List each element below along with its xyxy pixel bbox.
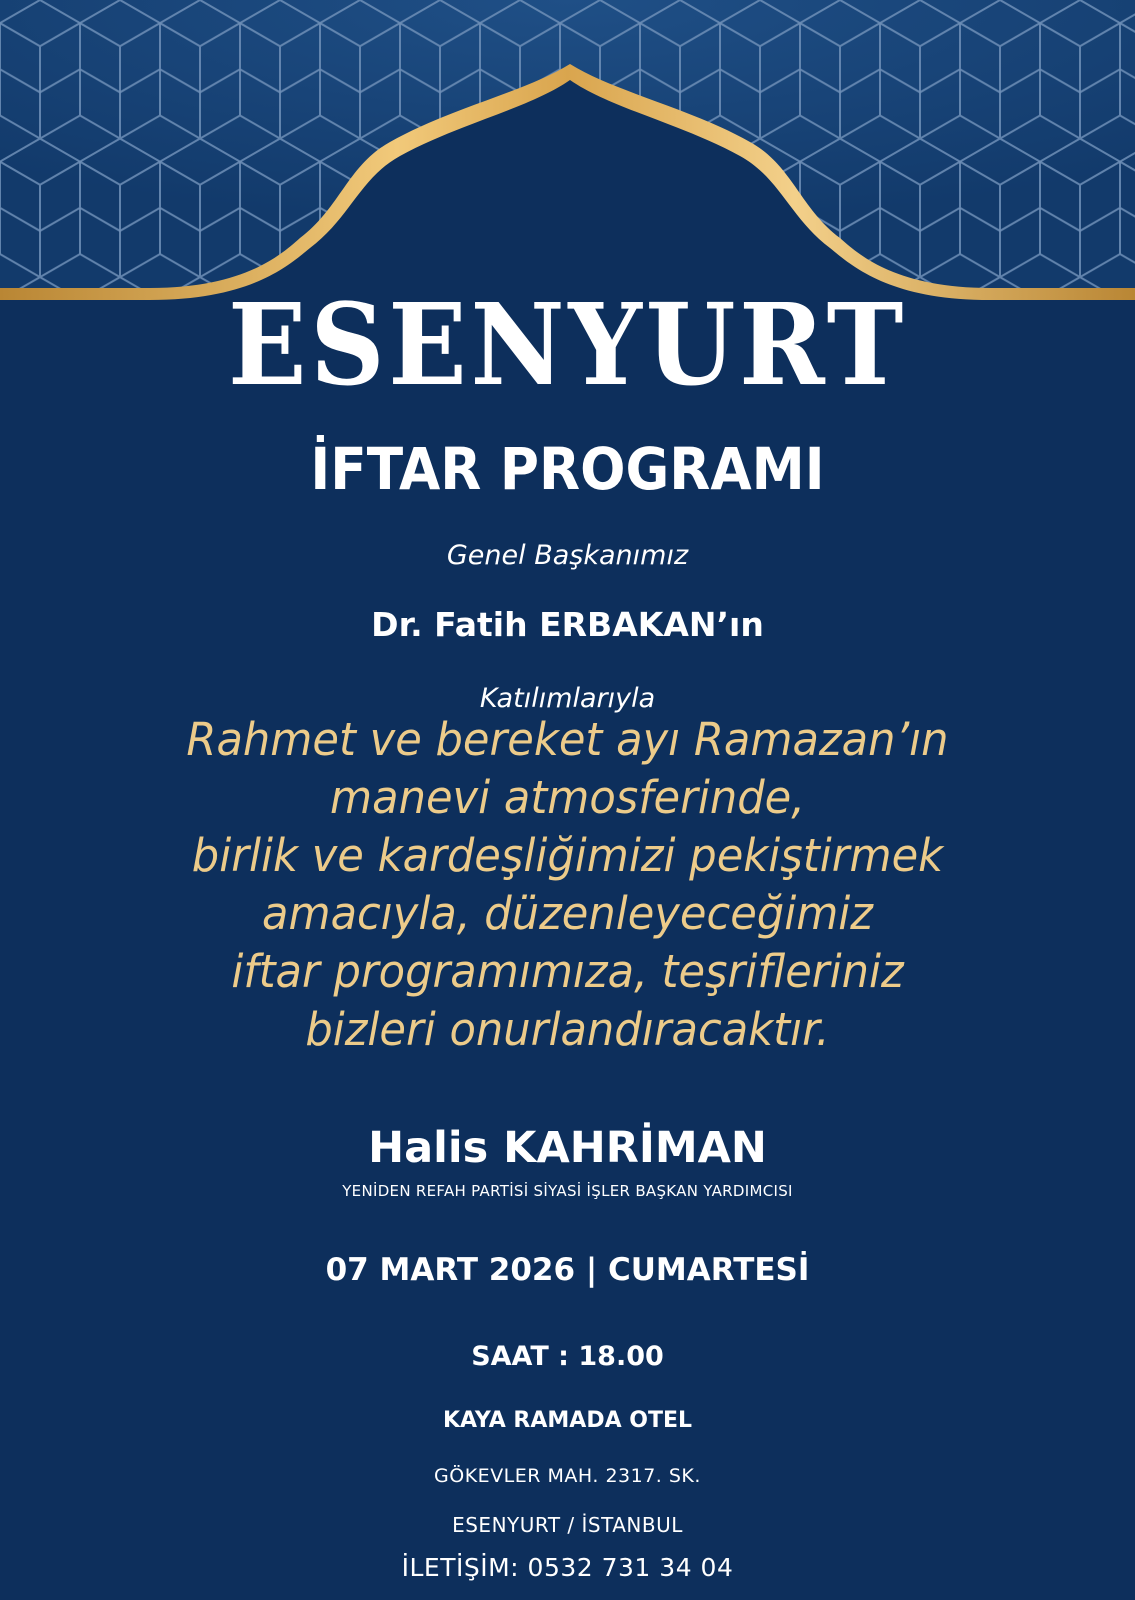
event-address: GÖKEVLER MAH. 2317. SK. [434,1465,701,1487]
host-title: YENİDEN REFAH PARTİSİ SİYASİ İŞLER BAŞKAN YARDIMCISI [342,1182,793,1200]
contact-phone: İLETİŞİM: 0532 731 34 04 [401,1553,734,1582]
message-line-2: manevi atmosferinde, [330,771,805,824]
message-line-6: bizleri onurlandıracaktır. [305,1003,830,1056]
message-line-5: iftar programımıza, teşrifleriniz [231,945,904,998]
message-line-3: birlik ve kardeşliğimizi pekiştirmek [191,829,944,882]
chairman-title: Genel Başkanımız [446,540,689,571]
participation-text: Katılımlarıyla [479,683,656,714]
event-venue: KAYA RAMADA OTEL [442,1408,693,1433]
event-district: ESENYURT / İSTANBUL [452,1513,683,1537]
message-line-4: amacıyla, düzenleyeceğimiz [262,887,873,940]
chairman-name: Dr. Fatih ERBAKAN’ın [371,605,764,644]
host-name: Halis KAHRİMAN [368,1123,767,1173]
message-line-1: Rahmet ve bereket ayı Ramazan’ın [186,713,949,766]
event-time: SAAT : 18.00 [471,1341,664,1372]
city-title: ESENYURT [227,280,908,411]
program-title: İFTAR PROGRAMI [310,435,825,503]
event-date: 07 MART 2026 | CUMARTESİ [325,1252,810,1288]
